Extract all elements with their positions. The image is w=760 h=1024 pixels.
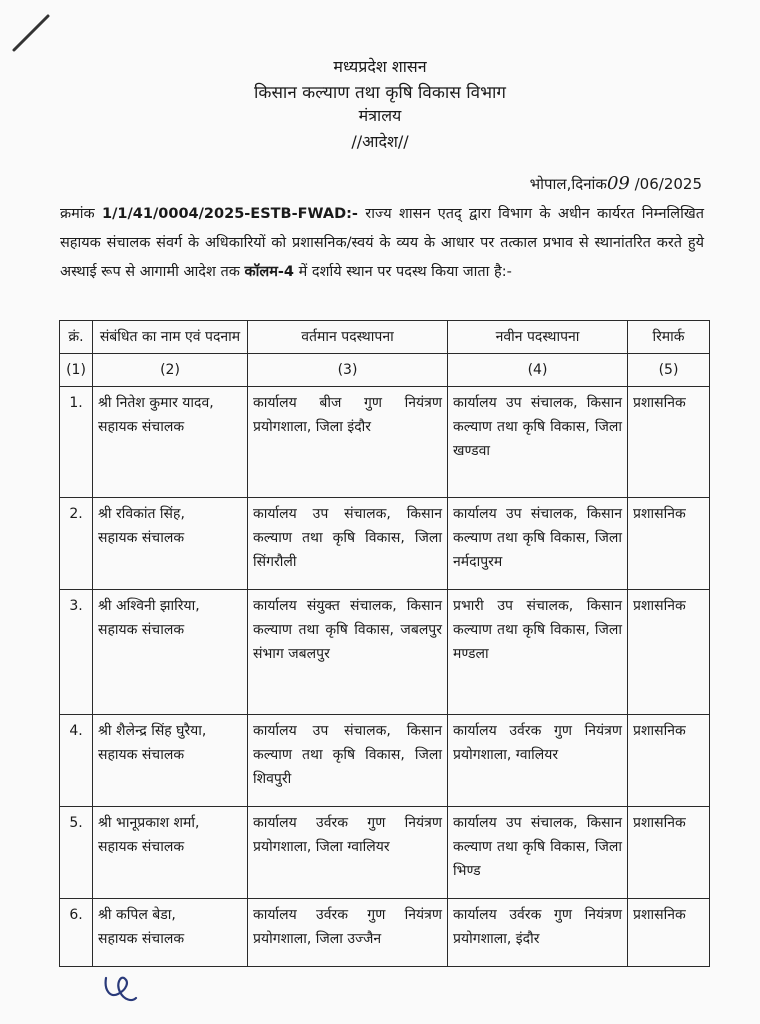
cell-remark: प्रशासनिक bbox=[628, 715, 710, 807]
officer-name: श्री शैलेन्द्र सिंह घुरैया, bbox=[98, 723, 207, 739]
officer-name: श्री रविकांत सिंह, bbox=[98, 506, 185, 522]
officer-designation: सहायक संचालक bbox=[98, 747, 185, 763]
table-row bbox=[60, 498, 710, 590]
table-row bbox=[60, 807, 710, 899]
date-prefix: भोपाल,दिनांक bbox=[529, 175, 607, 193]
cell-new-posting: कार्यालय उप संचालक, किसान कल्याण तथा कृषि विकास, जिला भिण्ड bbox=[448, 807, 628, 899]
header-order-title: //आदेश// bbox=[351, 132, 409, 151]
cell-current-posting: कार्यालय संयुक्त संचालक, किसान कल्याण तथा कृषि विकास, जबलपुर संभाग जबलपुर bbox=[248, 590, 448, 715]
header-ministry: मंत्रालय bbox=[358, 106, 402, 125]
cell-remark: प्रशासनिक bbox=[628, 498, 710, 590]
cell-remark: प्रशासनिक bbox=[628, 807, 710, 899]
order-paragraph bbox=[60, 200, 704, 287]
cell-current-posting: कार्यालय उर्वरक गुण नियंत्रण प्रयोगशाला, जिला उज्जैन bbox=[248, 899, 448, 967]
col-header-sno: क्रं. bbox=[60, 321, 93, 354]
cell-new-posting: कार्यालय उप संचालक, किसान कल्याण तथा कृषि विकास, जिला नर्मदापुरम bbox=[448, 498, 628, 590]
cell-remark: प्रशासनिक bbox=[628, 387, 710, 498]
table-row bbox=[60, 899, 710, 967]
header-department: किसान कल्याण तथा कृषि विकास विभाग bbox=[253, 83, 506, 103]
table-header-row bbox=[60, 321, 710, 354]
officer-designation: सहायक संचालक bbox=[98, 931, 185, 947]
col-index: (5) bbox=[628, 354, 710, 387]
order-text-part2: में दर्शाये स्थान पर पदस्थ किया जाता है:- bbox=[294, 264, 512, 280]
handwritten-initial-mark bbox=[100, 968, 140, 1008]
cell-current-posting: कार्यालय उप संचालक, किसान कल्याण तथा कृषि विकास, जिला शिवपुरी bbox=[248, 715, 448, 807]
cell-sno: 1. bbox=[60, 387, 93, 498]
col-header-current-posting: वर्तमान पदस्थापना bbox=[248, 321, 448, 354]
table-row bbox=[60, 590, 710, 715]
col-index: (3) bbox=[248, 354, 448, 387]
cell-current-posting: कार्यालय उप संचालक, किसान कल्याण तथा कृषि विकास, जिला सिंगरौली bbox=[248, 498, 448, 590]
cell-current-posting: कार्यालय बीज गुण नियंत्रण प्रयोगशाला, जिला इंदौर bbox=[248, 387, 448, 498]
officer-name: श्री अश्विनी झारिया, bbox=[98, 598, 200, 614]
col-index: (4) bbox=[448, 354, 628, 387]
order-text-part1: राज्य शासन एतद् द्वारा विभाग के अधीन कार्यरत निम्नलिखित सहायक संचालक संवर्ग के अधिकारियों को प्रशासनिक/स्वयं के व्यय के आधार पर तत्काल प्रभाव से स्थानांतरित करते हुये अस्थाई रूप से आगामी आदेश तक bbox=[60, 206, 704, 280]
header-government: मध्यप्रदेश शासन bbox=[333, 57, 427, 76]
cell-sno: 2. bbox=[60, 498, 93, 590]
col-header-remark: रिमार्क bbox=[628, 321, 710, 354]
cell-name bbox=[93, 590, 248, 715]
date-day-handwritten: 09 bbox=[606, 173, 630, 194]
col-index: (1) bbox=[60, 354, 93, 387]
cell-remark: प्रशासनिक bbox=[628, 899, 710, 967]
cell-new-posting: प्रभारी उप संचालक, किसान कल्याण तथा कृषि विकास, जिला मण्डला bbox=[448, 590, 628, 715]
date-line bbox=[530, 173, 702, 194]
cell-sno: 3. bbox=[60, 590, 93, 715]
cell-current-posting: कार्यालय उर्वरक गुण नियंत्रण प्रयोगशाला, जिला ग्वालियर bbox=[248, 807, 448, 899]
cell-new-posting: कार्यालय उप संचालक, किसान कल्याण तथा कृषि विकास, जिला खण्डवा bbox=[448, 387, 628, 498]
cell-name bbox=[93, 899, 248, 967]
officer-name: श्री कपिल बेडा, bbox=[98, 907, 176, 923]
date-rest: /06/2025 bbox=[629, 175, 702, 193]
officer-designation: सहायक संचालक bbox=[98, 419, 185, 435]
cell-sno: 4. bbox=[60, 715, 93, 807]
order-number: 1/1/41/0004/2025-ESTB-FWAD:- bbox=[102, 206, 358, 222]
cell-remark: प्रशासनिक bbox=[628, 590, 710, 715]
cell-name bbox=[93, 715, 248, 807]
cell-new-posting: कार्यालय उर्वरक गुण नियंत्रण प्रयोगशाला, ग्वालियर bbox=[448, 715, 628, 807]
table-row bbox=[60, 715, 710, 807]
cell-new-posting: कार्यालय उर्वरक गुण नियंत्रण प्रयोगशाला, इंदौर bbox=[448, 899, 628, 967]
col-header-new-posting: नवीन पदस्थापना bbox=[448, 321, 628, 354]
table-index-row bbox=[60, 354, 710, 387]
order-label: क्रमांक bbox=[60, 206, 103, 222]
pen-stroke-mark bbox=[8, 10, 53, 55]
transfer-table bbox=[59, 320, 710, 967]
cell-sno: 5. bbox=[60, 807, 93, 899]
officer-designation: सहायक संचालक bbox=[98, 622, 185, 638]
col-header-name: संबंधित का नाम एवं पदनाम bbox=[93, 321, 248, 354]
officer-designation: सहायक संचालक bbox=[98, 839, 185, 855]
col-index: (2) bbox=[93, 354, 248, 387]
table-row bbox=[60, 387, 710, 498]
officer-name: श्री भानूप्रकाश शर्मा, bbox=[98, 815, 200, 831]
order-column-ref: कॉलम-4 bbox=[244, 264, 294, 280]
officer-designation: सहायक संचालक bbox=[98, 530, 185, 546]
cell-name bbox=[93, 387, 248, 498]
cell-sno: 6. bbox=[60, 899, 93, 967]
cell-name bbox=[93, 498, 248, 590]
officer-name: श्री नितेश कुमार यादव, bbox=[98, 395, 214, 411]
cell-name bbox=[93, 807, 248, 899]
